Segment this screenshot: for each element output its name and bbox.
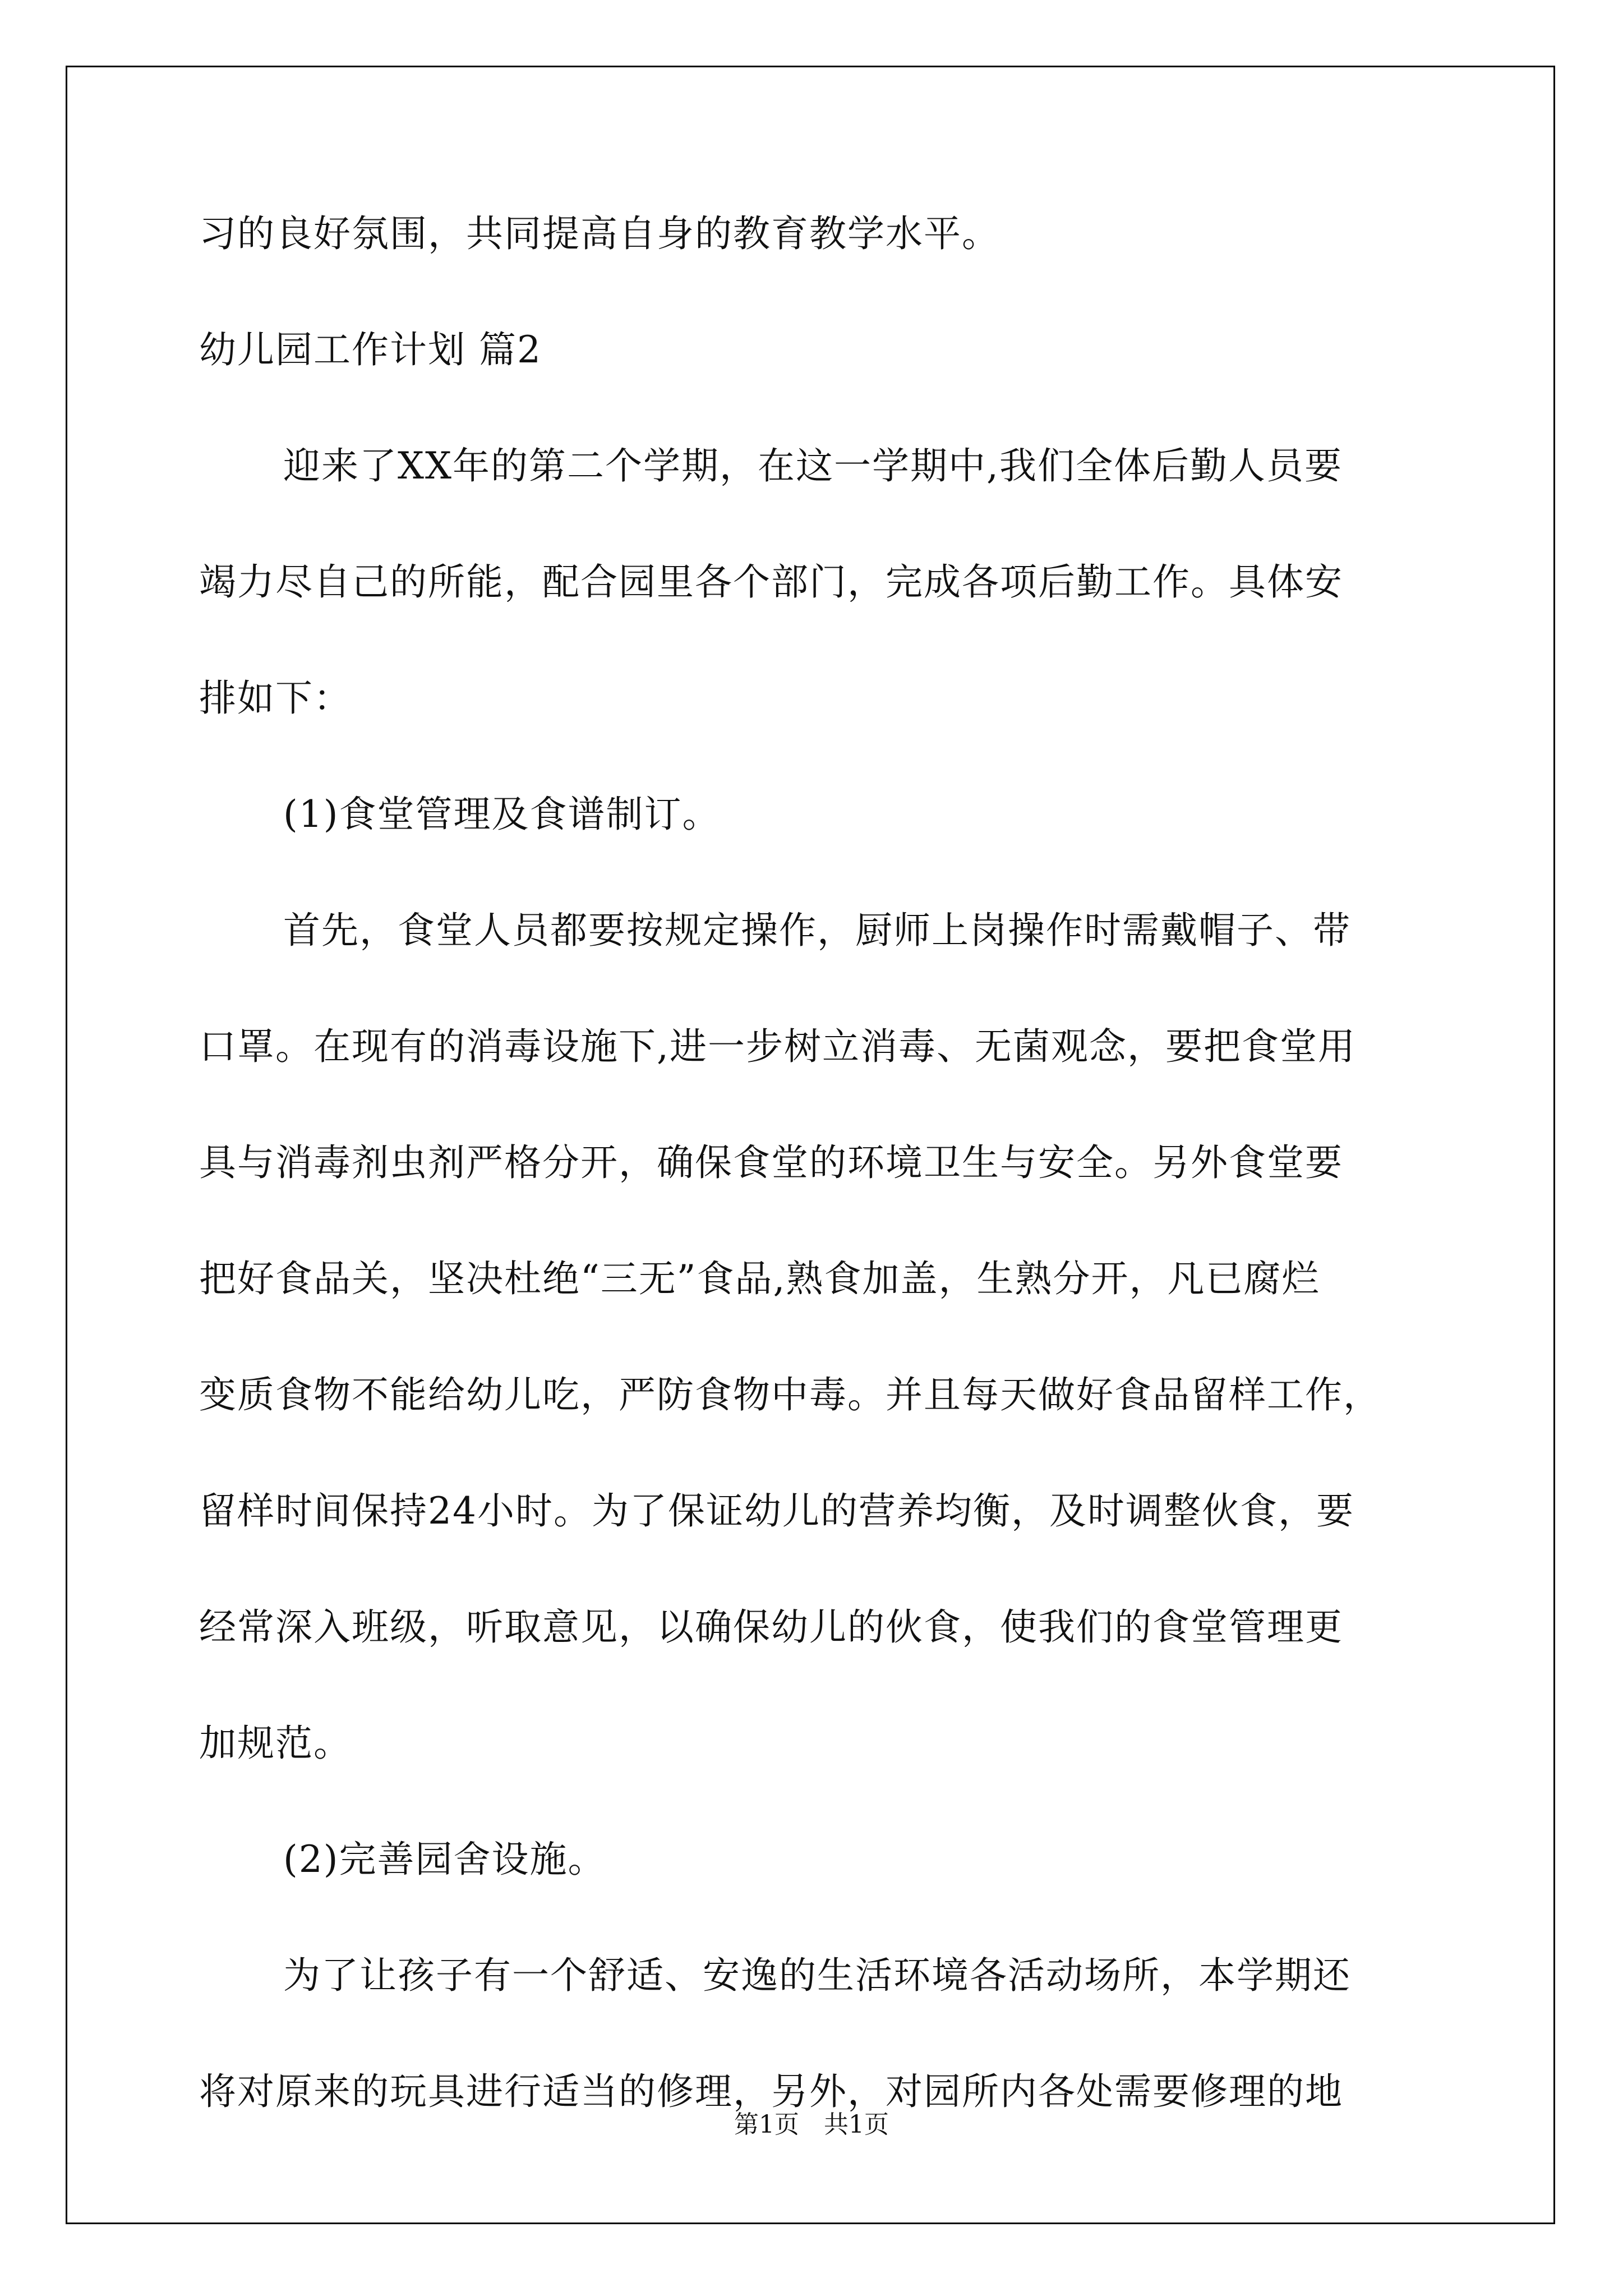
paragraph-line: 具与消毒剂虫剂严格分开，确保食堂的环境卫生与安全。另外食堂要	[199, 1141, 1343, 1184]
document-body	[199, 212, 1427, 2186]
paragraph-line: 经常深入班级，听取意见，以确保幼儿的伙食，使我们的食堂管理更	[199, 1605, 1343, 1649]
paragraph-line: 口罩。在现有的消毒设施下,进一步树立消毒、无菌观念，要把食堂用	[199, 1025, 1356, 1068]
paragraph-line: 排如下：	[199, 677, 352, 720]
subheading-line: (1)食堂管理及食谱制订。	[283, 793, 721, 836]
paragraph-line: 留样时间保持24小时。为了保证幼儿的营养均衡，及时调整伙食，要	[199, 1489, 1354, 1533]
page-footer: 第1页 共1页	[734, 2110, 889, 2139]
paragraph-line: 把好食品关，坚决杜绝“三无”食品,熟食加盖，生熟分开，凡已腐烂	[199, 1257, 1320, 1300]
paragraph-line: 加规范。	[199, 1722, 352, 1765]
subheading-line: (2)完善园舍设施。	[283, 1838, 606, 1881]
paragraph-line: 变质食物不能给幼儿吃，严防食物中毒。并且每天做好食品留样工作，	[199, 1373, 1381, 1416]
section-heading: 幼儿园工作计划 篇2	[199, 328, 542, 371]
paragraph-line: 首先，食堂人员都要按规定操作，厨师上岗操作时需戴帽子、带	[283, 909, 1351, 952]
paragraph-line: 迎来了XX年的第二个学期，在这一学期中,我们全体后勤人员要	[283, 444, 1343, 487]
paragraph-line: 为了让孩子有一个舒适、安逸的生活环境各活动场所，本学期还	[283, 1954, 1351, 1997]
paragraph-line: 竭力尽自己的所能，配合园里各个部门，完成各项后勤工作。具体安	[199, 560, 1343, 604]
paragraph-line: 将对原来的玩具进行适当的修理，另外，对园所内各处需要修理的地	[199, 2070, 1343, 2113]
paragraph-line: 习的良好氛围，共同提高自身的教育教学水平。	[199, 212, 1000, 255]
